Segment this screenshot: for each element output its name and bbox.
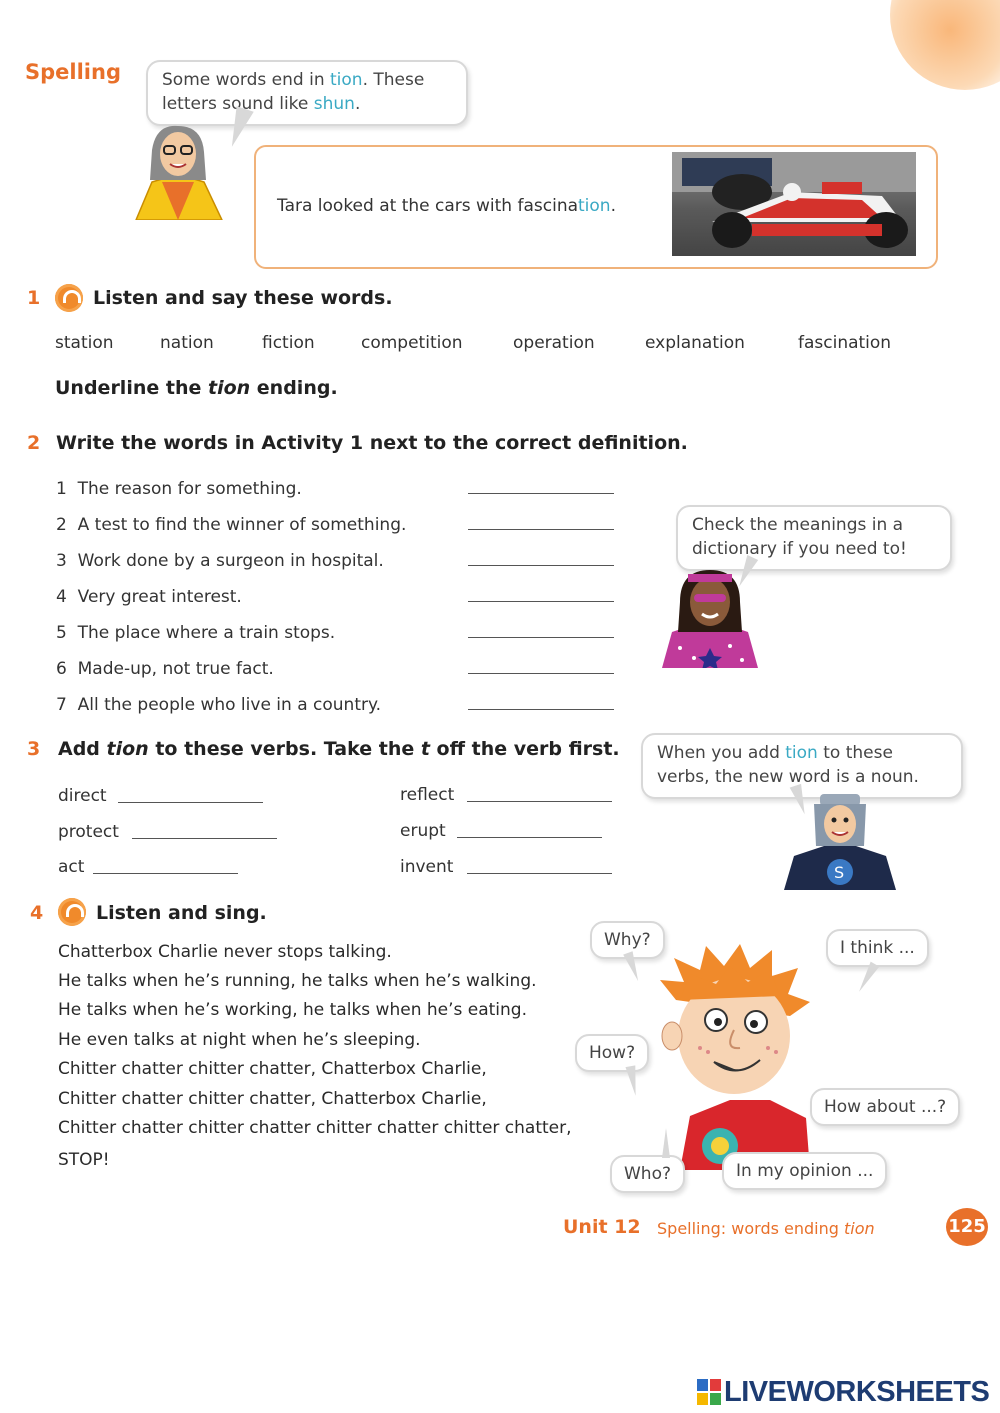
charlie-character-illustration — [650, 940, 830, 1170]
sing-listen-icon[interactable] — [58, 898, 86, 926]
activity2-number: 2 — [27, 432, 41, 454]
song-line-2: He talks when he’s running, he talks when he’s walking. — [58, 971, 537, 991]
race-car-photo — [672, 152, 916, 256]
noun-tip-bubble: When you add tion to these verbs, the new word is a noun. — [641, 733, 963, 799]
corner-decoration — [890, 0, 1000, 90]
verb-direct: direct — [58, 786, 107, 806]
answer-line-protect[interactable] — [132, 838, 277, 839]
song-line-6: Chitter chatter chitter chatter, Chatterbox Charlie, — [58, 1089, 487, 1109]
page-number: 125 — [948, 1216, 986, 1237]
why-bubble: Why? — [590, 921, 665, 959]
girl-character-illustration — [660, 562, 760, 668]
song-line-5: Chitter chatter chitter chatter, Chatterbox Charlie, — [58, 1059, 487, 1079]
listen-icon[interactable] — [55, 284, 83, 312]
svg-text:S: S — [834, 863, 845, 882]
robot-character-illustration — [780, 788, 900, 890]
definition-1: 1 The reason for something. — [56, 479, 302, 499]
song-line-4: He even talks at night when he’s sleeping. — [58, 1030, 421, 1050]
answer-line-1[interactable] — [468, 493, 614, 494]
answer-line-3[interactable] — [468, 565, 614, 566]
word-nation[interactable]: nation — [160, 333, 214, 353]
answer-line-invent[interactable] — [467, 873, 612, 874]
activity3-number: 3 — [27, 738, 41, 760]
answer-line-erupt[interactable] — [457, 837, 602, 838]
verb-erupt: erupt — [400, 821, 446, 841]
activity1-title: Listen and say these words. — [93, 287, 393, 309]
i-think-bubble: I think ... — [826, 929, 929, 967]
song-line-1: Chatterbox Charlie never stops talking. — [58, 942, 392, 962]
song-line-8: STOP! — [58, 1150, 110, 1170]
verb-act: act — [58, 857, 85, 877]
answer-line-direct[interactable] — [118, 802, 263, 803]
dictionary-tip-bubble: Check the meanings in a dictionary if you need to! — [676, 505, 952, 571]
activity4-number: 4 — [30, 902, 44, 924]
activity4-title: Listen and sing. — [96, 902, 267, 924]
how-bubble: How? — [575, 1034, 649, 1072]
verb-reflect: reflect — [400, 785, 455, 805]
activity2-title: Write the words in Activity 1 next to the correct definition. — [56, 432, 688, 454]
definition-4: 4 Very great interest. — [56, 587, 242, 607]
answer-line-2[interactable] — [468, 529, 614, 530]
definition-5: 5 The place where a train stops. — [56, 623, 336, 643]
definition-6: 6 Made-up, not true fact. — [56, 659, 274, 679]
definition-3: 3 Work done by a surgeon in hospital. — [56, 551, 384, 571]
activity3-title: Add tion to these verbs. Take the t off the verb first. — [58, 738, 620, 760]
page-number-badge — [946, 1208, 988, 1246]
section-title: Spelling — [25, 60, 121, 84]
liveworksheets-watermark: LIVEWORKSHEETS — [724, 1376, 990, 1408]
who-bubble: Who? — [610, 1155, 685, 1193]
song-line-7: Chitter chatter chitter chatter chitter chatter chitter chatter, — [58, 1118, 572, 1138]
unit-topic: Spelling: words ending tion — [657, 1219, 875, 1238]
who-bubble-tail — [662, 1128, 670, 1158]
answer-line-7[interactable] — [468, 709, 614, 710]
answer-line-4[interactable] — [468, 601, 614, 602]
answer-line-5[interactable] — [468, 637, 614, 638]
answer-line-reflect[interactable] — [467, 801, 612, 802]
verb-protect: protect — [58, 822, 119, 842]
answer-line-act[interactable] — [93, 873, 238, 874]
how-about-bubble: How about ...? — [810, 1088, 960, 1126]
in-my-opinion-bubble: In my opinion ... — [722, 1152, 887, 1190]
definition-2: 2 A test to find the winner of something. — [56, 515, 407, 535]
word-station[interactable]: station — [55, 333, 114, 353]
unit-label: Unit 12 — [563, 1216, 641, 1238]
word-explanation[interactable]: explanation — [645, 333, 745, 353]
activity1-number: 1 — [27, 287, 41, 309]
liveworksheets-logo-icon — [697, 1379, 721, 1405]
song-line-3: He talks when he’s working, he talks when he’s eating. — [58, 1000, 528, 1020]
answer-line-6[interactable] — [468, 673, 614, 674]
word-fascination[interactable]: fascination — [798, 333, 892, 353]
definition-7: 7 All the people who live in a country. — [56, 695, 382, 715]
example-sentence: Tara looked at the cars with fascination. — [277, 196, 616, 216]
word-fiction[interactable]: fiction — [262, 333, 315, 353]
verb-invent: invent — [400, 857, 454, 877]
intro-speech-bubble: Some words end in tion. These letters sound like shun. — [146, 60, 468, 126]
tara-character-illustration — [122, 120, 234, 220]
activity1-instruction: Underline the tion ending. — [55, 377, 338, 399]
word-competition[interactable]: competition — [361, 333, 463, 353]
word-operation[interactable]: operation — [513, 333, 595, 353]
